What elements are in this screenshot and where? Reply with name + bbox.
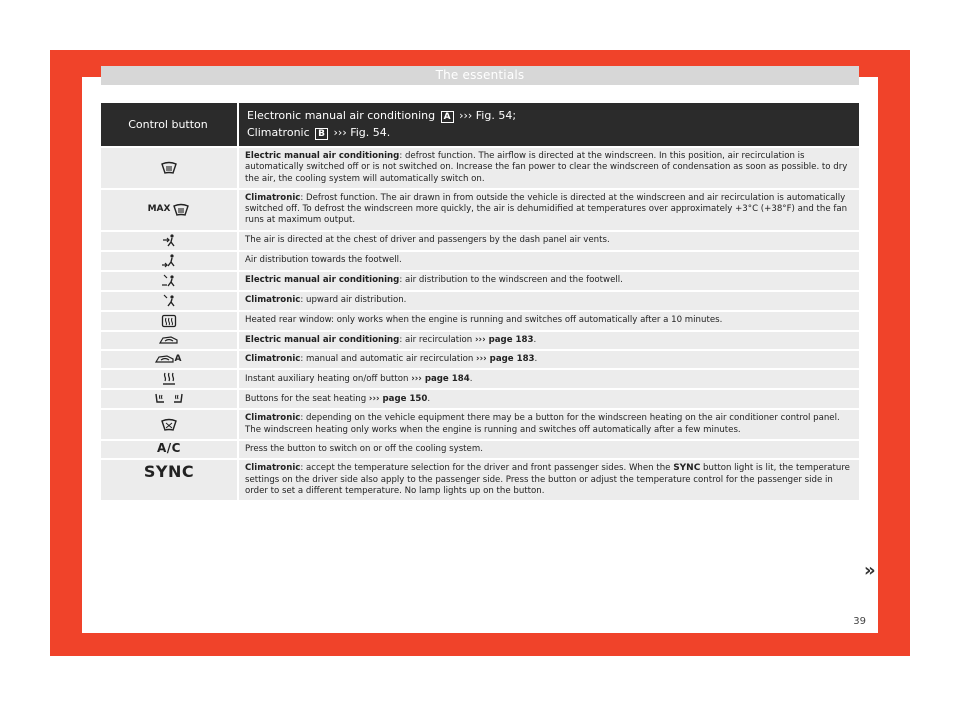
row-description (237, 332, 859, 349)
row-text: Heated rear window: only works when the engine is running and switches off automatically after a 10 minutes. (245, 315, 723, 326)
ac-label: A/C (157, 440, 181, 455)
table-row (101, 190, 859, 230)
row-text: Air distribution towards the footwell. (245, 255, 402, 266)
header-fig-ref-1[interactable]: ››› Fig. 54; (459, 109, 517, 122)
table-row (101, 292, 859, 310)
page-ref-link[interactable]: ››› page 183 (474, 334, 534, 345)
row-description (237, 351, 859, 368)
rear-window-heat-icon (101, 312, 237, 330)
table-header-row (101, 103, 859, 146)
row-text: Press the button to switch on or off the cooling system. (245, 443, 483, 454)
row-description (237, 272, 859, 290)
header-manual-ac: Electronic manual air conditioning (247, 109, 436, 122)
column-header-description (237, 103, 859, 146)
table-row (101, 252, 859, 270)
row-text: : defrost function. The airflow is directed at the windscreen. In this position, air recirculation is automatically switched off or is not switched on. Increase the fan power to clear the windscreen of condensation as soon as possible. to dry the air, the cooling system will automatically switch on. (245, 151, 848, 184)
table-row (101, 312, 859, 330)
row-text-end: button light is lit, the temperature settings on the driver side also apply to the passenger side. Press the button or adjust the temperature control for the passenger side in order to set a different temperature. No lamp lights up on the button. (245, 463, 850, 496)
row-lead: Electric manual air conditioning (245, 334, 400, 345)
row-text: : depending on the vehicle equipment there may be a button for the windscreen heating on the air conditioner control panel. The windscreen heating only works when the engine is running and switches off automatically after a few minutes. (245, 413, 840, 435)
row-text-end: . (533, 334, 537, 345)
sync-icon (101, 460, 237, 500)
row-text: The air is directed at the chest of driver and passengers by the dash panel air vents. (245, 235, 610, 246)
row-description (237, 252, 859, 270)
row-text-end: . (469, 373, 473, 384)
air-chest-icon (101, 232, 237, 250)
column-header-control-button: Control button (101, 103, 237, 146)
row-text: : upward air distribution. (300, 295, 407, 306)
table-row (101, 410, 859, 439)
row-text-end: . (534, 354, 538, 365)
page-ref-link[interactable]: ››› page 150 (368, 393, 428, 404)
continued-mark: » (864, 560, 876, 581)
row-description (237, 460, 859, 500)
table-row (101, 332, 859, 349)
max-defrost-icon (101, 190, 237, 230)
auto-label: A (174, 353, 182, 364)
table-row (101, 370, 859, 388)
table-row (101, 272, 859, 290)
table-row (101, 390, 859, 408)
figure-label-a: A (441, 111, 454, 123)
figure-label-b: B (315, 128, 328, 140)
air-footwell-icon (101, 252, 237, 270)
row-lead: Climatronic (245, 192, 301, 203)
row-lead: Climatronic (245, 463, 301, 474)
row-text: Buttons for the seat heating (245, 393, 369, 404)
windscreen-defrost-icon (101, 148, 237, 188)
row-text: : Defrost function. The air drawn in from outside the vehicle is directed at the windscreen and air recirculation is automatically switched off. To defrost the windscreen more quickly, the air is dehumidified at temperatures over approximately +3°C (+38°F) and the fan runs at maximum output. (245, 192, 848, 226)
row-text: : air recirculation (399, 334, 475, 345)
sync-label: SYNC (143, 462, 195, 482)
page-number: 39 (853, 616, 866, 627)
page-ref-link[interactable]: ››› page 183 (476, 354, 535, 365)
controls-table (101, 101, 859, 502)
auxiliary-heating-icon (101, 370, 237, 388)
table-row (101, 460, 859, 500)
row-lead: Climatronic (245, 354, 301, 365)
row-lead: Electric manual air conditioning (245, 151, 400, 161)
row-description (237, 390, 859, 408)
row-text: : air distribution to the windscreen and the footwell. (399, 275, 623, 286)
air-windscreen-footwell-icon (101, 272, 237, 290)
table-row (101, 351, 859, 368)
row-description (237, 190, 859, 230)
row-description (237, 370, 859, 388)
air-upward-icon (101, 292, 237, 310)
row-text: : accept the temperature selection for the driver and front passenger sides. When the (300, 463, 674, 474)
row-description (237, 232, 859, 250)
page-ref-link[interactable]: ››› page 184 (411, 373, 470, 384)
seat-heating-icon (101, 390, 237, 408)
section-title: The essentials (101, 66, 859, 85)
row-text: : manual and automatic air recirculation (300, 354, 477, 365)
windscreen-heating-icon (101, 410, 237, 439)
header-fig-ref-2[interactable]: ››› Fig. 54. (333, 126, 391, 139)
auto-recirculation-icon (101, 351, 237, 368)
row-description (237, 148, 859, 188)
row-lead: Electric manual air conditioning (245, 275, 400, 286)
row-lead: Climatronic (245, 413, 301, 424)
row-text-end: . (427, 393, 431, 404)
row-description (237, 312, 859, 330)
header-climatronic: Climatronic (247, 126, 310, 139)
ac-icon (101, 441, 237, 458)
row-description (237, 292, 859, 310)
row-text: Instant auxiliary heating on/off button (245, 373, 412, 384)
recirculation-icon (101, 332, 237, 349)
row-description (237, 410, 859, 439)
row-lead: Climatronic (245, 295, 301, 306)
table-row (101, 148, 859, 188)
sync-inline-label: SYNC (673, 463, 701, 474)
max-label: MAX (147, 204, 171, 215)
table-row (101, 232, 859, 250)
table-row (101, 441, 859, 458)
row-description (237, 441, 859, 458)
